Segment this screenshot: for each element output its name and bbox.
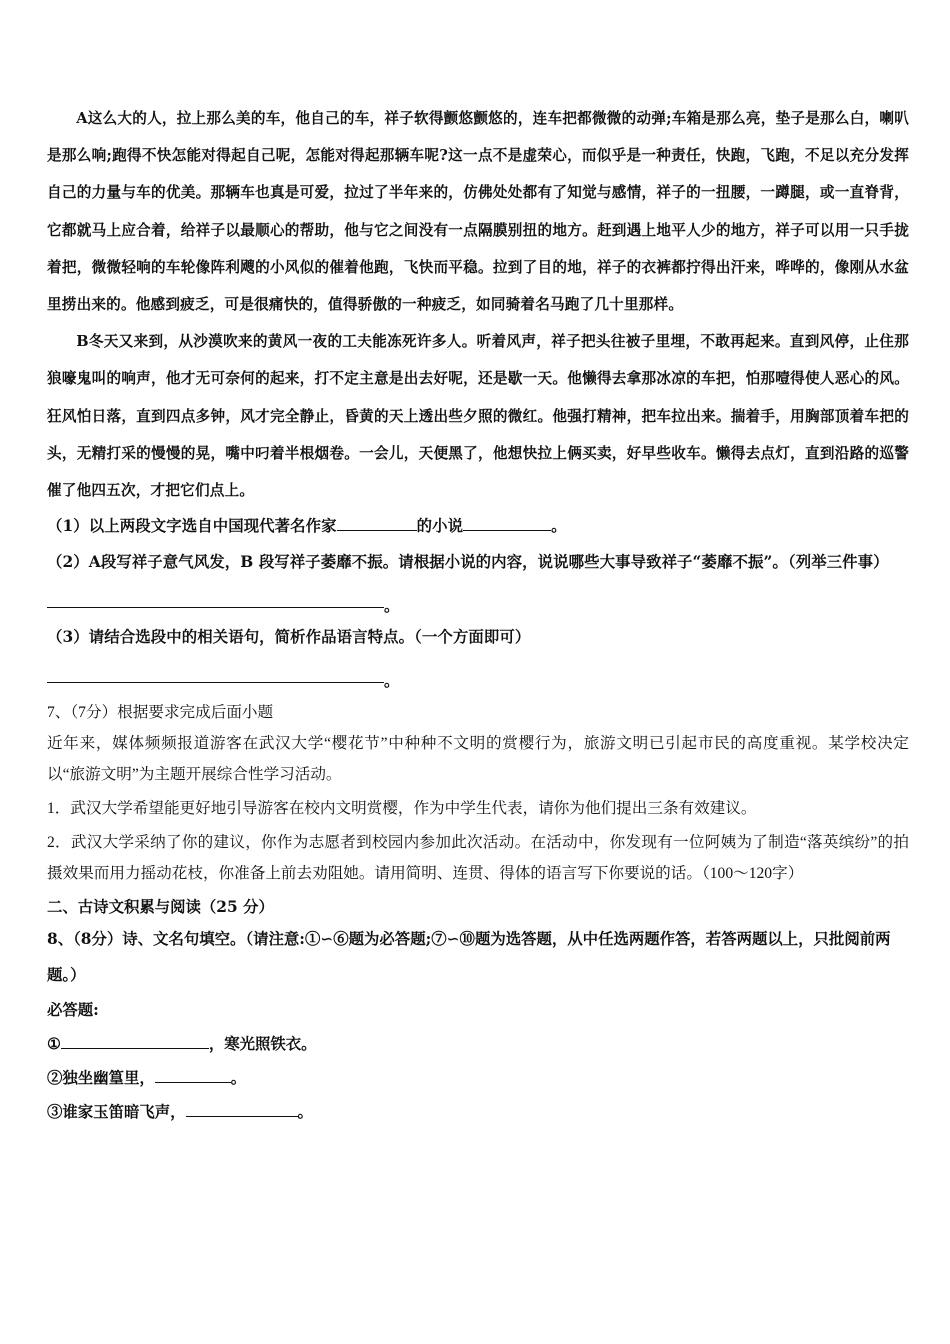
fill-blank-3[interactable] xyxy=(186,1100,298,1117)
fill-item-3 xyxy=(47,1095,909,1129)
question-8: 8、（8分）诗、文名句填空。（请注意:①∽⑥题为必答题;⑦∽⑩题为选答题，从中任选两题作答，若答两题以上，只批阅前两题。） xyxy=(47,930,891,985)
question-1 xyxy=(47,509,909,544)
fill-item-2-suffix: 。 xyxy=(230,1069,247,1088)
fill-item-1-suffix: ，寒光照铁衣。 xyxy=(208,1035,317,1054)
fill-blank-1[interactable] xyxy=(61,1032,209,1049)
question-2-answer-line[interactable] xyxy=(47,580,909,616)
passage-b: B冬天又来到，从沙漠吹来的黄风一夜的工夫能冻死许多人。听着风声，祥子把头往被子里埋，不敢再起来。直到风停，止住那狼嚎鬼叫的响声，他才无可奈何的起来，打不定主意是出去好呢，还是歇一天。他懒得去拿那冰凉的车把，怕那噎得使人恶心的风。狂风怕日落，直到四点多钟，风才完全静止，昏黄的天上透出些夕照的微红。他强打精神，把车拉出来。揣着手，用胸部顶着车把的头，无精打采的慢慢的晃，嘴中叼着半根烟卷。一会儿，天便黑了，他想快拉上俩买卖，好早些收车。懒得去点灯，直到沿路的巡警催了他四五次，才把它们点上。 xyxy=(47,333,909,500)
question-1-part1: （1）以上两段文字选自中国现代著名作家 xyxy=(47,517,337,536)
exam-page xyxy=(47,100,909,1129)
question-2-end: 。 xyxy=(384,597,400,616)
question-3-end: 。 xyxy=(384,672,400,691)
question-7-item-2: 2．武汉大学采纳了你的建议，你作为志愿者到校园内参加此次活动。在活动中，你发现有一位阿姨为了制造“落英缤纷”的拍摄效果而用力摇动花枝，你准备上前去劝阻她。请用简明、连贯、得体的语言写下你要说的话。（100～120字） xyxy=(47,834,909,883)
fill-item-1-prefix: ① xyxy=(47,1035,61,1054)
novel-blank[interactable] xyxy=(463,514,551,531)
question-7-title: 7、（7分）根据要求完成后面小题 xyxy=(47,704,274,722)
required-label: 必答题: xyxy=(47,1001,99,1020)
question-3-answer-line[interactable] xyxy=(47,655,909,691)
question-2: （2）A段写祥子意气风发，B 段写祥子萎靡不振。请根据小说的内容，说说哪些大事导致祥子“萎靡不振”。（列举三件事） xyxy=(47,553,889,572)
fill-item-2-prefix: ②独坐幽篁里， xyxy=(47,1069,155,1088)
fill-item-3-prefix: ③谁家玉笛暗飞声， xyxy=(47,1103,186,1122)
author-blank[interactable] xyxy=(337,514,417,531)
question-7-intro: 近年来，媒体频频报道游客在武汉大学“樱花节”中种种不文明的赏樱行为，旅游文明已引起市民的高度重视。某学校决定以“旅游文明”为主题开展综合性学习活动。 xyxy=(47,735,909,784)
answer-rule xyxy=(47,607,384,608)
answer-rule xyxy=(47,682,384,683)
passage-a: A这么大的人，拉上那么美的车，他自己的车，祥子软得颤悠颤悠的，连车把都微微的动弹;车箱是那么亮，垫子是那么白，喇叭是那么响;跑得不快怎能对得起自己呢，怎能对得起那辆车呢?这一点不是虚荣心，而似乎是一种责任，快跑，飞跑，不足以充分发挥自己的力量与车的优美。那辆车也真是可爱，拉过了半年来的，仿佛处处都有了知觉与感情，祥子的一扭腰，一蹲腿，或一直脊背，它都就马上应合着，给祥子以最顺心的帮助，他与它之间没有一点隔膜别扭的地方。赶到遇上地平人少的地方，祥子可以用一只手拢着把，微微轻响的车轮像阵利飕的小风似的催着他跑，飞快而平稳。拉到了目的地，祥子的衣裤都拧得出汗来，哗哗的，像刚从水盆里捞出来的。他感到疲乏，可是很痛快的，值得骄傲的一种疲乏，如同骑着名马跑了几十里那样。 xyxy=(47,110,909,314)
fill-item-2 xyxy=(47,1061,909,1095)
question-1-part3: 。 xyxy=(551,517,567,536)
question-3: （3）请结合选段中的相关语句，简析作品语言特点。（一个方面即可） xyxy=(47,628,531,647)
question-1-part2: 的小说 xyxy=(416,517,464,536)
section-2-title: 二、古诗文积累与阅读（25 分） xyxy=(47,898,274,917)
question-7-item-1: 1．武汉大学希望能更好地引导游客在校内文明赏樱，作为中学生代表，请你为他们提出三条有效建议。 xyxy=(47,800,757,818)
fill-blank-2[interactable] xyxy=(155,1066,231,1083)
fill-item-3-suffix: 。 xyxy=(297,1103,313,1122)
fill-item-1 xyxy=(47,1027,909,1061)
